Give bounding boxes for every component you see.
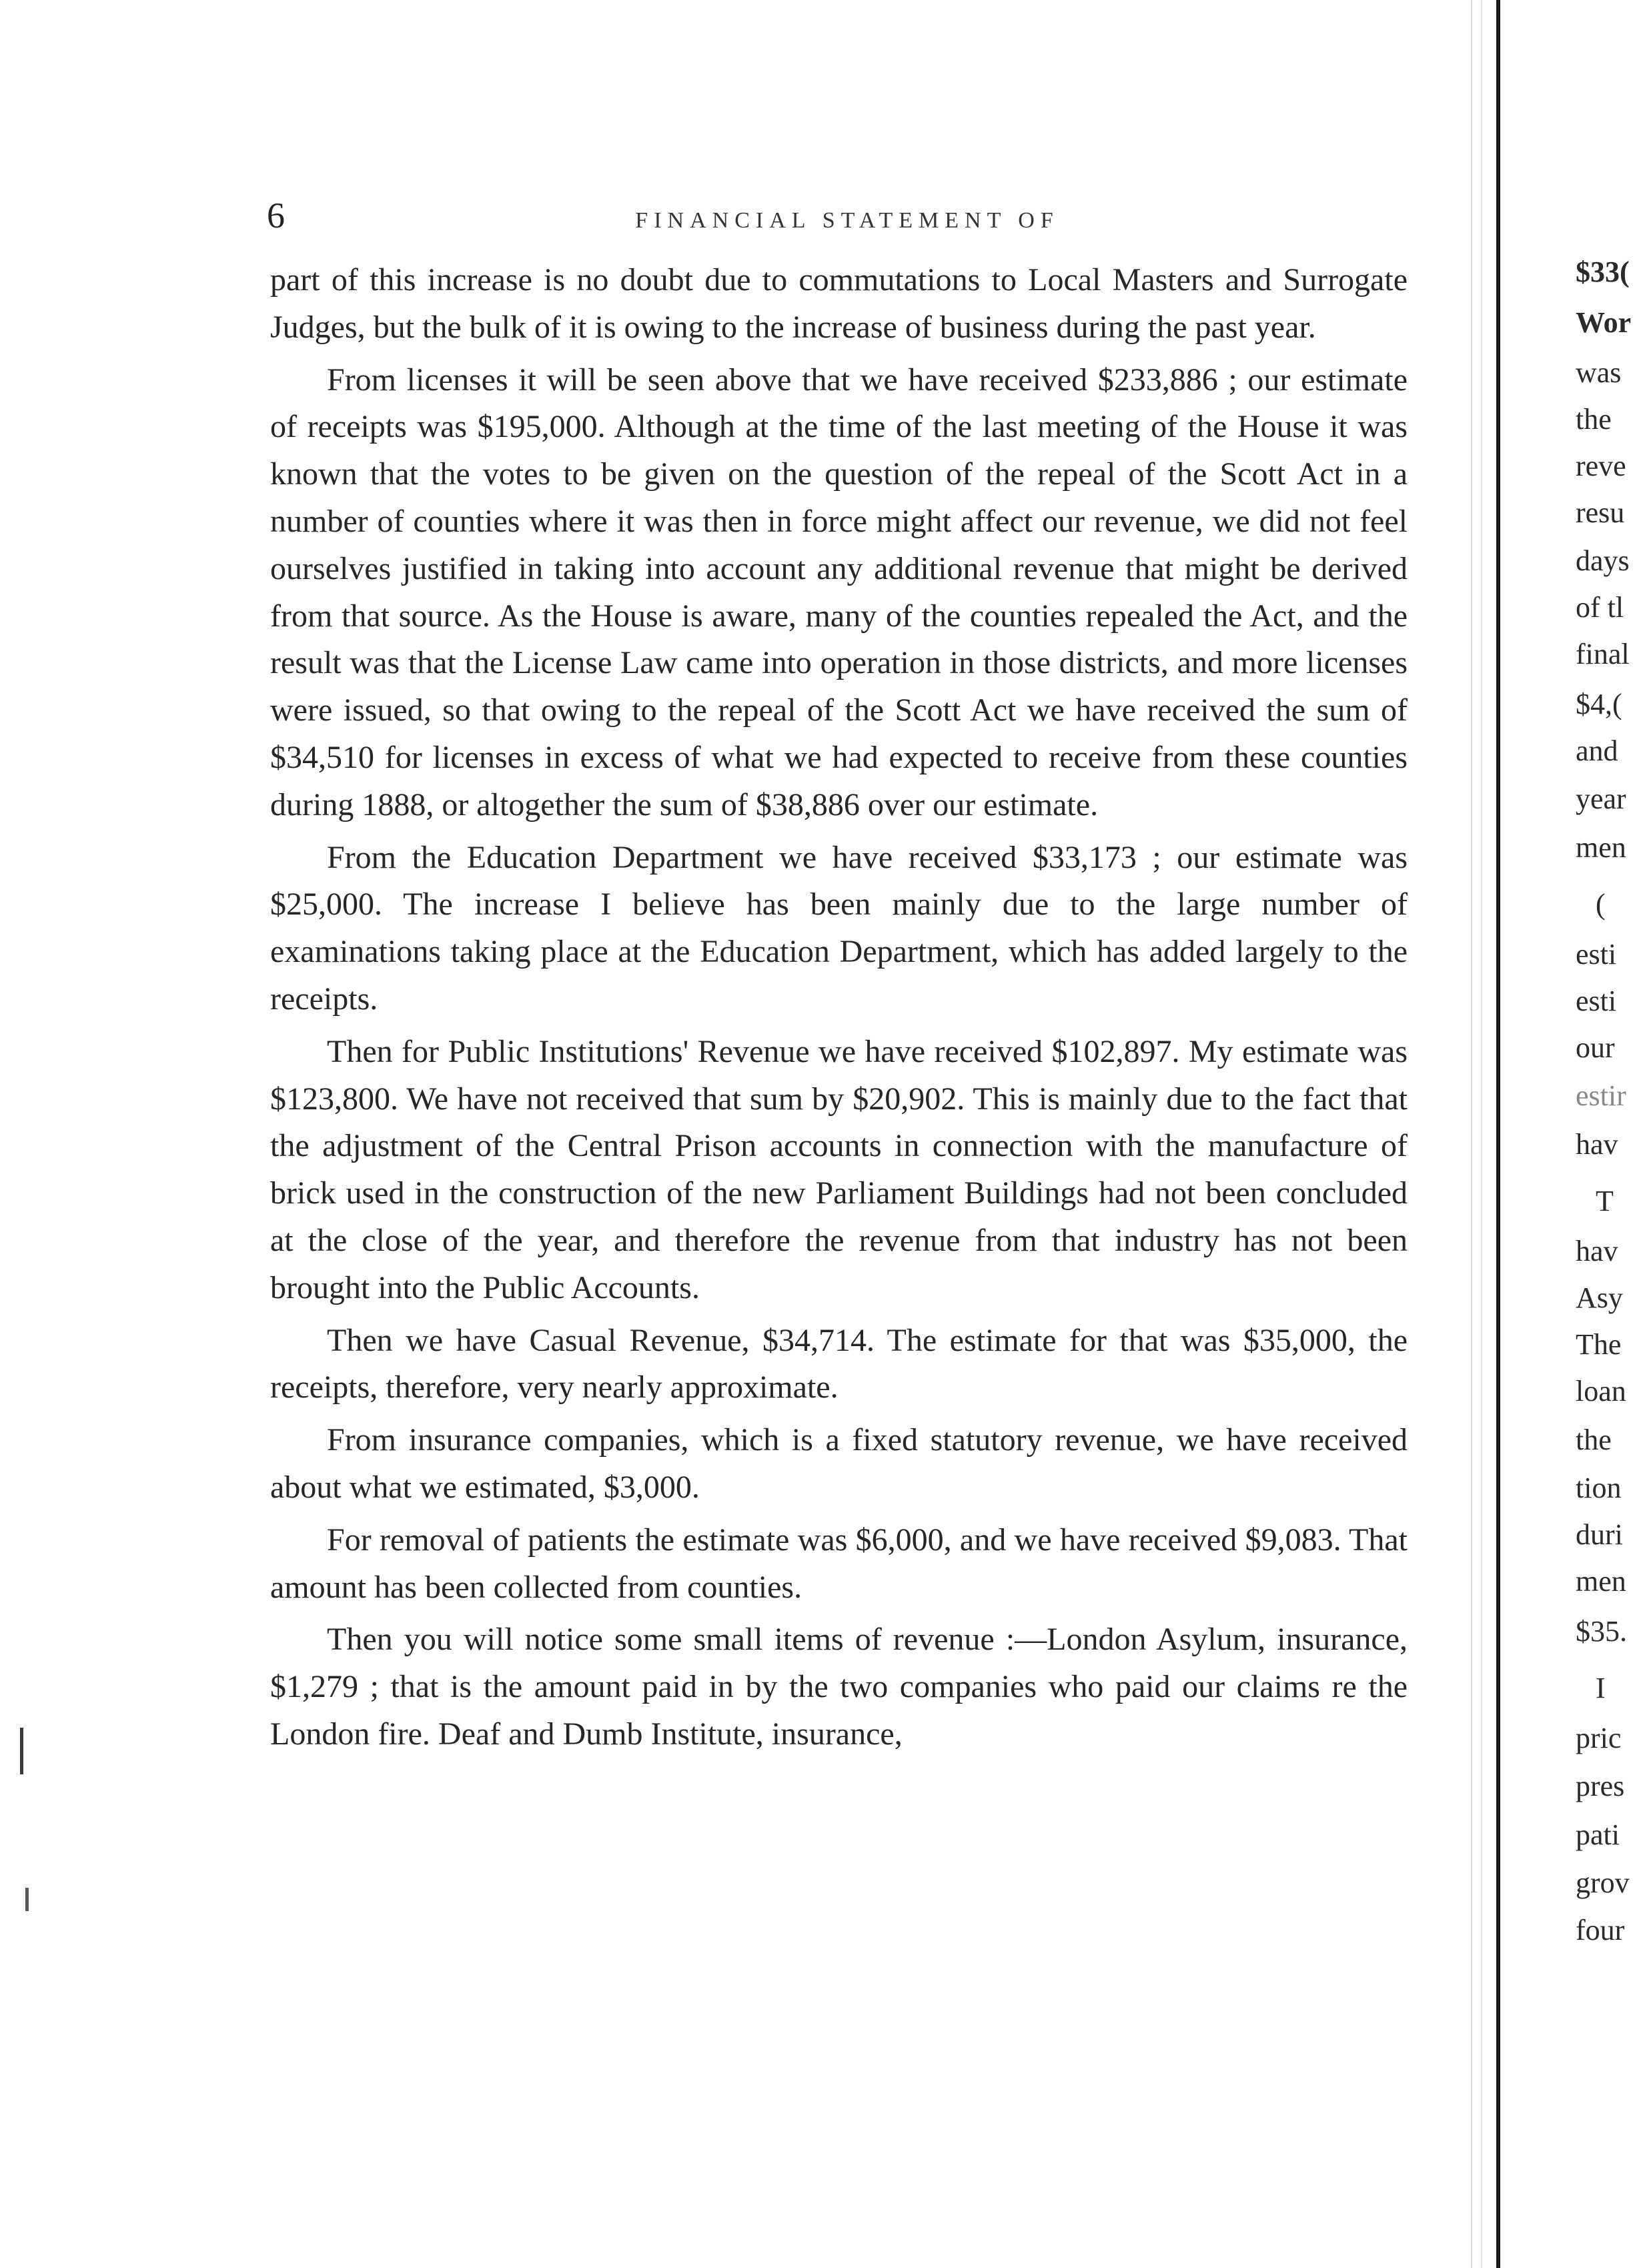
page-number: 6 [267,195,285,235]
facing-fragment: four [1576,1914,1625,1946]
header-title: FINANCIAL STATEMENT OF [635,208,1059,233]
facing-fragment: estir [1576,1079,1626,1112]
facing-fragment: Asy [1576,1281,1623,1314]
paragraph: From licenses it will be seen above that we have received $233,886 ; our estimate of receipts was $195,000. Although at the time of the last meeting of the House it was known that the votes to be given on the question of the repeal of the Scott Act in a number of counties where it was then in force might affect our revenue, we did not feel ourselves justified in taking into account any additional revenue that might be derived from that source. As the House is aware, many of the counties repealed the Act, and the result was that the License Law came into operation in those districts, and more licenses were issued, so that owing to the repeal of the Scott Act we have received the sum of $34,510 for licenses in excess of what we had expected to receive from these counties during 1888, or altogether the sum of $38,886 over our estimate. [270,362,1408,822]
facing-fragment: esti [1576,985,1617,1017]
facing-fragment: hav [1576,1235,1618,1267]
facing-fragment: the [1576,1424,1612,1456]
facing-fragment: year [1576,782,1626,815]
facing-fragment: was [1576,356,1622,389]
facing-fragment: tion [1576,1472,1622,1504]
paragraph: Then for Public Institutions' Revenue we have received $102,897. My estimate was $123,800. We have not received that sum by $20,902. This is mainly due to the fact that the adjustment of the Central Prison accounts in connection with the manufacture of brick used in the construction of the new Parliament Buildings had not been concluded at the close of the year, and therefore the revenue from that industry has not been brought into the Public Accounts. [270,1033,1408,1305]
facing-fragment: $4,( [1576,688,1622,720]
facing-fragment: of tl [1576,591,1624,624]
facing-fragment: T [1596,1185,1614,1217]
scan-artifact-mark [20,1728,23,1774]
paragraph: Then you will notice some small items of revenue :—London Asylum, insurance, $1,279 ; that is the amount paid in by the two companies who paid our claims re the London fire. Deaf and Dumb Institute, insurance, [270,1622,1408,1752]
running-head [267,195,1414,236]
facing-fragment: men [1576,1565,1626,1598]
facing-fragment: the [1576,403,1612,436]
facing-fragment: reve [1576,450,1626,482]
facing-fragment: and [1576,734,1618,767]
page-gutter [1496,0,1500,2268]
facing-fragment: grov [1576,1866,1630,1899]
facing-page-column [1576,0,1641,2268]
page-edge-shadow [1471,0,1472,2268]
paragraph: For removal of patients the estimate was $6,000, and we have received $9,083. That amount has been collected from counties. [270,1522,1408,1605]
body-text [270,257,1408,1758]
facing-fragment: pati [1576,1818,1620,1851]
facing-fragment: esti [1576,938,1617,971]
facing-fragment: days [1576,544,1630,577]
facing-fragment: ( [1596,888,1606,921]
facing-fragment: duri [1576,1518,1623,1551]
facing-fragment: loan [1576,1375,1626,1407]
facing-fragment: our [1576,1031,1615,1064]
paragraph: Then we have Casual Revenue, $34,714. The estimate for that was $35,000, the receipts, therefore, very nearly approximate. [270,1322,1408,1405]
facing-fragment: pric [1576,1722,1622,1754]
facing-fragment: resu [1576,496,1625,529]
facing-fragment: Wor [1576,306,1632,339]
facing-fragment: final [1576,638,1630,670]
facing-fragment: $33( [1576,255,1630,288]
facing-fragment: men [1576,831,1626,864]
facing-fragment: pres [1576,1770,1625,1802]
page-edge-shadow-2 [1481,0,1482,2268]
paragraph: part of this increase is no doubt due to commutations to Local Masters and Surrogate Judges, but the bulk of it is owing to the increase of business during the past year. [270,262,1408,345]
paragraph: From the Education Department we have received $33,173 ; our estimate was $25,000. The increase I believe has been mainly due to the large number of examinations taking place at the Education Department, which has added largely to the receipts. [270,839,1408,1017]
facing-fragment: The [1576,1328,1622,1361]
scan-artifact-mark-2 [25,1888,29,1911]
facing-fragment: $35. [1576,1615,1627,1648]
facing-fragment: hav [1576,1128,1618,1161]
facing-fragment: I [1596,1672,1606,1704]
paragraph: From insurance companies, which is a fixed statutory revenue, we have received about what we estimated, $3,000. [270,1422,1408,1505]
